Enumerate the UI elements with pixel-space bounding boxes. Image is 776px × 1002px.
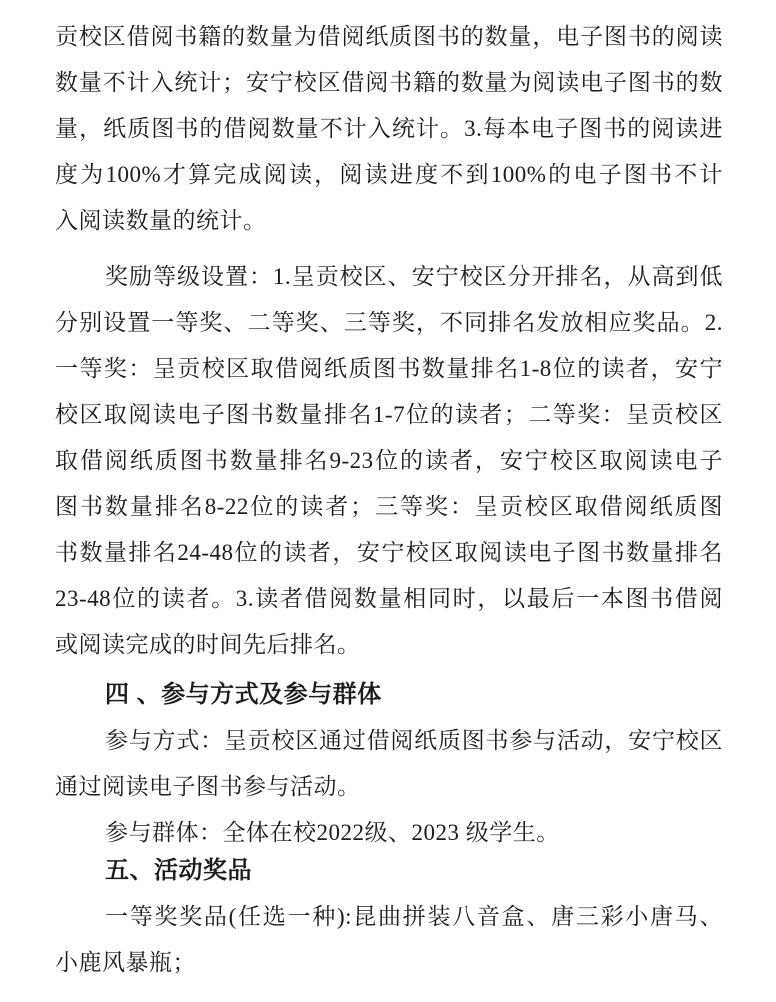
- text-line: 小鹿风暴瓶；: [55, 950, 196, 975]
- text-line: 量，纸质图书的借阅数量不计入统计。3.每本电子图书的阅读进: [55, 116, 723, 141]
- text-line: 23-48位的读者。3.读者借阅数量相同时，以最后一本图书借阅: [55, 586, 723, 611]
- text-line: 入阅读数量的统计。: [55, 208, 267, 233]
- paragraph: [55, 894, 723, 986]
- text-line: 或阅读完成的时间先后排名。: [55, 632, 361, 657]
- text-line: 分别设置一等奖、二等奖、三等奖，不同排名发放相应奖品。2.: [55, 310, 723, 335]
- text-line: 一等奖奖品(任选一种):昆曲拼装八音盒、唐三彩小唐马、: [105, 904, 723, 929]
- text-line: 度为100%才算完成阅读，阅读进度不到100%的电子图书不计: [55, 162, 723, 187]
- heading-text-line: 五、活动奖品: [105, 857, 252, 884]
- text-line: 参与群体：全体在校2022级、2023 级学生。: [105, 820, 560, 845]
- text-line: 通过阅读电子图书参与活动。: [55, 774, 361, 799]
- text-line: 贡校区借阅书籍的数量为借阅纸质图书的数量，电子图书的阅读: [55, 24, 723, 49]
- heading-text-line: 四 、参与方式及参与群体: [105, 681, 382, 708]
- text-line: 参与方式：呈贡校区通过借阅纸质图书参与活动，安宁校区: [105, 728, 723, 753]
- paragraph: [55, 254, 723, 668]
- text-line: 校区取阅读电子图书数量排名1-7位的读者；二等奖：呈贡校区: [55, 402, 723, 427]
- text-line: 数量不计入统计；安宁校区借阅书籍的数量为阅读电子图书的数: [55, 70, 723, 95]
- paragraph: [55, 718, 723, 810]
- text-line: 书数量排名24-48位的读者，安宁校区取阅读电子图书数量排名: [55, 540, 723, 565]
- text-line: 一等奖：呈贡校区取借阅纸质图书数量排名1-8位的读者，安宁: [55, 356, 723, 381]
- paragraph: [55, 14, 723, 244]
- section-heading: [55, 672, 723, 718]
- text-line: 图书数量排名8-22位的读者；三等奖：呈贡校区取借阅纸质图: [55, 494, 723, 519]
- text-line: 取借阅纸质图书数量排名9-23位的读者，安宁校区取阅读电子: [55, 448, 723, 473]
- document-content: [55, 14, 723, 986]
- text-line: 奖励等级设置：1.呈贡校区、安宁校区分开排名，从高到低: [105, 264, 723, 289]
